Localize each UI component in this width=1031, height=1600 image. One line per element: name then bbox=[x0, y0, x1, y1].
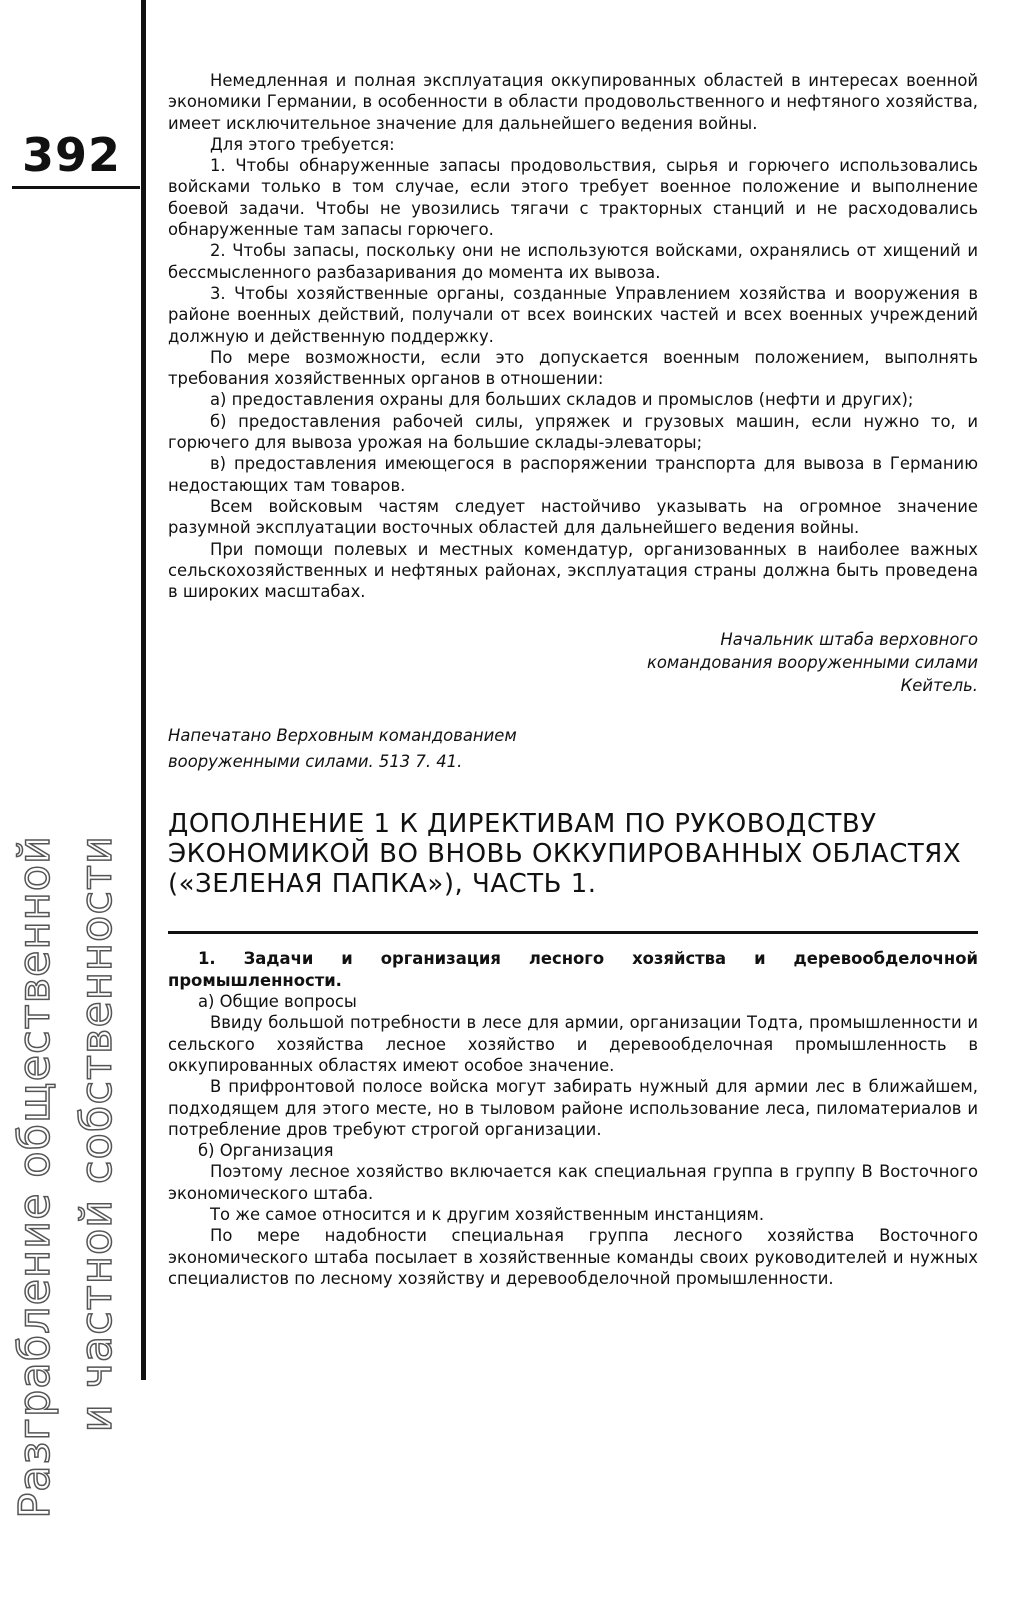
imprint-block bbox=[168, 723, 978, 775]
margin-rule bbox=[141, 0, 146, 1380]
paragraph: Для этого требуется: bbox=[210, 134, 395, 154]
signature-block bbox=[168, 628, 978, 697]
signature-line: Начальник штаба верховного bbox=[720, 630, 978, 650]
page-number-rule bbox=[12, 186, 140, 189]
paragraph: То же самое относится и к другим хозяйственным инстанциям. bbox=[210, 1204, 765, 1224]
signature-name: Кейтель. bbox=[900, 676, 978, 696]
sidebar-title-line-1: Разграбление общественной bbox=[10, 835, 60, 1519]
list-item: а) предоставления охраны для больших складов и промыслов (нефти и других); bbox=[210, 390, 914, 410]
document-heading: ДОПОЛНЕНИЕ 1 К ДИРЕКТИВАМ ПО РУКОВОДСТВУ ЭКОНОМИКОЙ ВО ВНОВЬ ОККУПИРОВАННЫХ ОБЛАСТЯХ («ЗЕЛЕНАЯ ПАПКА»), ЧАСТЬ 1. bbox=[168, 809, 962, 900]
list-item: 2. Чтобы запасы, поскольку они не используются войсками, охранялись от хищений и бессмысленного разбазаривания до момента их вывоза. bbox=[168, 241, 978, 282]
paragraph: Всем войсковым частям следует настойчиво указывать на огромное значение разумной эксплуатации восточных областей для дальнейшего ведения войны. bbox=[168, 496, 978, 538]
page-number: 392 bbox=[22, 128, 122, 182]
sidebar-title-line-2: и частной собственности bbox=[72, 835, 122, 1433]
section-title: 1. Задачи и организация лесного хозяйства и деревообделочной промышленности. bbox=[168, 949, 978, 990]
paragraph: Немедленная и полная эксплуатация оккупированных областей в интересах военной экономики Германии, в особенности в области продовольственного и нефтяного хозяйства, имеет исключительное значение для дальнейшего ведения войны. bbox=[168, 71, 978, 133]
list-item: 3. Чтобы хозяйственные органы, созданные Управлением хозяйства и вооружения в районе военных действий, получали от всех воинских частей и всех военных учреждений должную и действенную поддержку. bbox=[168, 283, 978, 346]
paragraph: По мере возможности, если это допускается военным положением, выполнять требования хозяйственных органов в отношении: bbox=[168, 347, 978, 389]
paragraph: Поэтому лесное хозяйство включается как специальная группа в группу В Восточного экономического штаба. bbox=[168, 1162, 978, 1203]
imprint-line: Напечатано Верховным командованием bbox=[168, 726, 517, 746]
signature-line: командования вооруженными силами bbox=[646, 653, 978, 673]
section-divider bbox=[168, 931, 978, 934]
paragraph: В прифронтовой полосе войска могут забирать нужный для армии лес в ближайшем, подходящем для этого месте, но в тыловом районе использование леса, пиломатериалов и потребление дров требуют строгой организации. bbox=[168, 1077, 978, 1139]
document-body bbox=[168, 70, 978, 1289]
subsection-heading: а) Общие вопросы bbox=[198, 992, 357, 1012]
paragraph: По мере надобности специальная группа лесного хозяйства Восточного экономического штаба посылает в хозяйственные команды своих руководителей и нужных специалистов по лесному хозяйству и деревообделочной промышленности. bbox=[168, 1226, 978, 1288]
paragraph: При помощи полевых и местных комендатур, организованных в наиболее важных сельскохозяйственных и нефтяных районах, эксплуатация страны должна быть проведена в широких масштабах. bbox=[168, 539, 978, 602]
list-item: в) предоставления имеющегося в распоряжении транспорта для вывоза в Германию недостающих там товаров. bbox=[168, 454, 978, 495]
list-item: 1. Чтобы обнаруженные запасы продовольствия, сырья и горючего использовались войсками только в том случае, если этого требует военное положение и выполнение боевой задачи. Чтобы не увозились тягачи с тракторных станций и не расходовались обнаруженные там запасы горючего. bbox=[168, 156, 978, 240]
subsection-heading: б) Организация bbox=[198, 1141, 334, 1161]
imprint-line: вооруженными силами. 513 7. 41. bbox=[168, 752, 463, 772]
paragraph: Ввиду большой потребности в лесе для армии, организации Тодта, промышленности и сельского хозяйства лесное хозяйство и деревообделочная промышленность в оккупированных областях имеют особое значение. bbox=[168, 1013, 978, 1075]
list-item: б) предоставления рабочей силы, упряжек и грузовых машин, если нужно то, и горючего для вывоза урожая на большие склады-элеваторы; bbox=[168, 411, 978, 453]
